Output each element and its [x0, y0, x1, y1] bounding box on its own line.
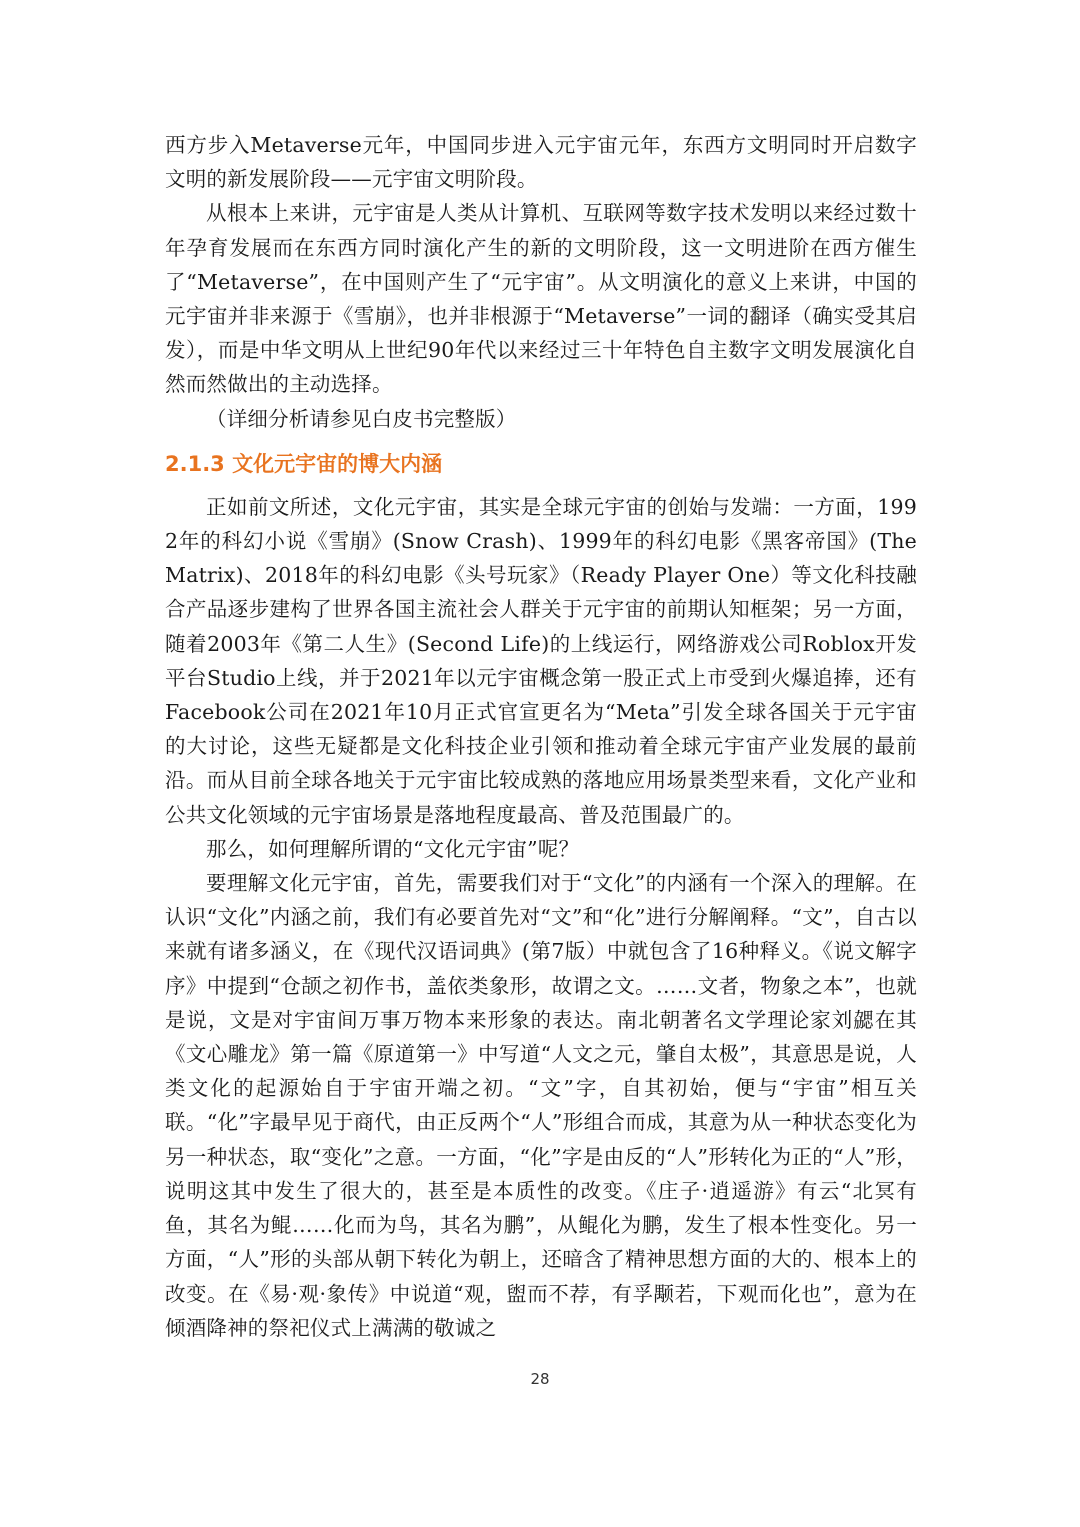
paragraph-3: （详细分析请参见白皮书完整版） [206, 406, 517, 431]
section-heading: 2.1.3 文化元宇宙的博大内涵 [165, 451, 443, 476]
page-number: 28 [530, 1370, 550, 1388]
document-page [165, 128, 917, 1345]
paragraph-4: 正如前文所述，文化元宇宙，其实是全球元宇宙的创始与发端：一方面，1992年的科幻小说《雪崩》(Snow Crash)、1999年的科幻电影《黑客帝国》(The Matrix)、2018年的科幻电影《头号玩家》（Ready Player One）等文化科技融合产品逐步建构了世界各国主流社会人群关于元宇宙的前期认知框架；另一方面，随着2003年《第二人生》(Second Life)的上线运行，网络游戏公司Roblox开发平台Studio上线，并于2021年以元宇宙概念第一股正式上市受到火爆追捧，还有Facebook公司在2021年10月正式官宣更名为“Meta”引发全球各国关于元宇宙的大讨论，这些无疑都是文化科技企业引领和推动着全球元宇宙产业发展的最前沿。而从目前全球各地关于元宇宙比较成熟的落地应用场景类型来看，文化产业和公共文化领域的元宇宙场景是落地程度最高、普及范围最广的。 [165, 494, 917, 827]
paragraph-5: 那么，如何理解所谓的“文化元宇宙”呢？ [206, 836, 580, 861]
paragraph-1: 西方步入Metaverse元年，中国同步进入元宇宙元年，东西方文明同时开启数字文明的新发展阶段——元宇宙文明阶段。 [165, 133, 917, 192]
paragraph-6: 要理解文化元宇宙，首先，需要我们对于“文化”的内涵有一个深入的理解。在认识“文化”内涵之前，我们有必要首先对“文”和“化”进行分解阐释。“文”，自古以来就有诸多涵义，在《现代汉语词典》(第7版）中就包含了16种释义。《说文解字序》中提到“仓颉之初作书，盖依类象形，故谓之文。……文者，物象之本”，也就是说，文是对宇宙间万事万物本来形象的表达。南北朝著名文学理论家刘勰在其《文心雕龙》第一篇《原道第一》中写道“人文之元，肇自太极”，其意思是说，人类文化的起源始自于宇宙开端之初。“文”字，自其初始，便与“宇宙”相互关联。“化”字最早见于商代，由正反两个“人”形组合而成，其意为从一种状态变化为另一种状态，取“变化”之意。一方面，“化”字是由反的“人”形转化为正的“人”形，说明这其中发生了很大的，甚至是本质性的改变。《庄子·逍遥游》有云“北冥有鱼，其名为鲲……化而为鸟，其名为鹏”，从鲲化为鹏，发生了根本性变化。另一方面，“人”形的头部从朝下转化为朝上，还暗含了精神思想方面的大的、根本上的改变。在《易·观·象传》中说道“观，盥而不荐，有孚颙若，下观而化也”，意为在倾酒降神的祭祀仪式上满满的敬诚之 [165, 871, 917, 1340]
paragraph-2: 从根本上来讲，元宇宙是人类从计算机、互联网等数字技术发明以来经过数十年孕育发展而在东西方同时演化产生的新的文明阶段，这一文明进阶在西方催生了“Metaverse”，在中国则产生了“元宇宙”。从文明演化的意义上来讲，中国的元宇宙并非来源于《雪崩》，也并非根源于“Metaverse”一词的翻译（确实受其启发），而是中华文明从上世纪90年代以来经过三十年特色自主数字文明发展演化自然而然做出的主动选择。 [165, 201, 917, 397]
